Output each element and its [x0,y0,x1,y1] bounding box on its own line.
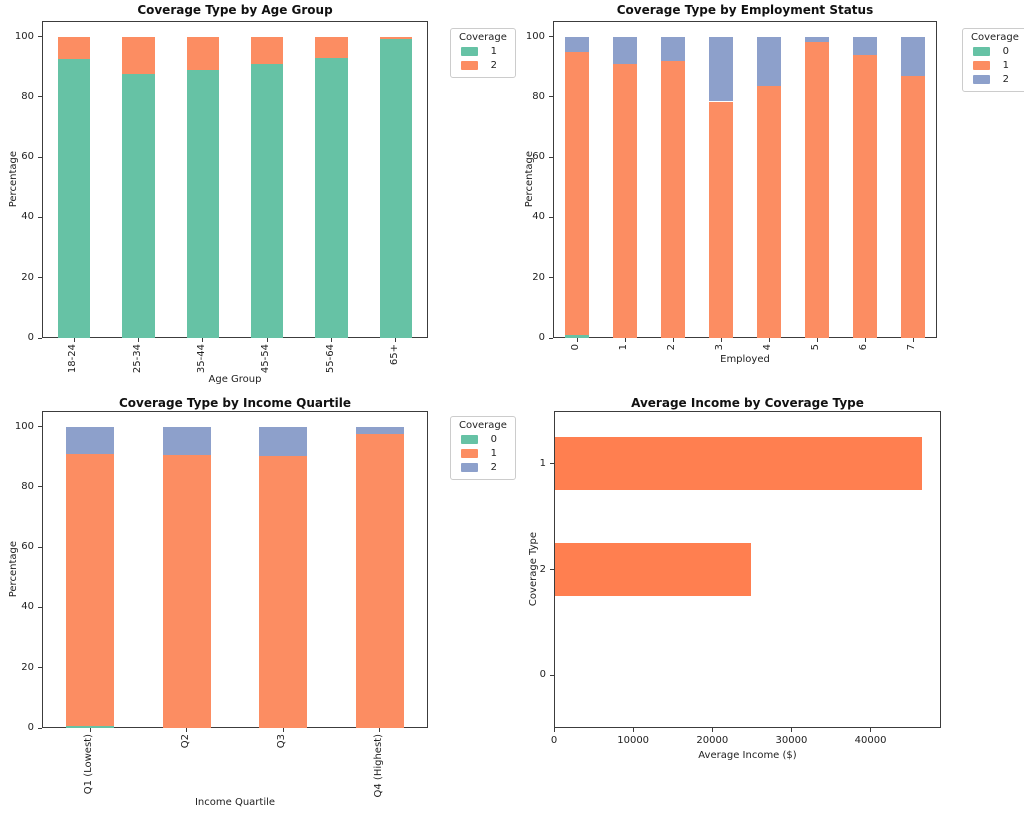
x-axis-tick [395,338,396,342]
y-axis-tick-label: 60 [21,151,34,163]
x-axis-tick [865,338,866,342]
bar-segment [853,55,877,338]
x-axis-tick [267,338,268,342]
x-axis-tick-label: 35-44 [195,344,207,374]
y-axis-tick-label: 0 [539,669,546,681]
y-axis-tick [38,547,42,548]
bar-segment [853,37,877,55]
x-axis-tick [186,728,187,732]
bar-segment [565,37,589,52]
chart-title: Coverage Type by Age Group [137,3,333,17]
x-axis-tick [90,728,91,732]
y-axis-tick-label: 100 [14,420,34,432]
legend-label: 1 [490,46,497,57]
x-axis-tick [817,338,818,342]
bar-segment [757,86,781,338]
x-axis-tick-label: 18-24 [67,344,79,374]
bar-segment [661,61,685,338]
x-axis-tick-label: 25-34 [131,344,143,374]
y-axis-tick-label: 0 [27,332,34,343]
bar-segment [709,37,733,102]
bar-segment [187,70,219,338]
bar-segment [613,37,637,64]
legend-swatch [461,47,478,56]
legend-entry [973,74,1019,85]
bar-segment [613,64,637,338]
legend-swatch [973,61,990,70]
x-axis-tick [791,728,792,732]
x-axis-tick [673,338,674,342]
x-axis-tick [870,728,871,732]
bar-segment [122,37,154,75]
y-axis-tick [38,157,42,158]
x-axis-tick [74,338,75,342]
y-axis-tick [38,486,42,487]
x-axis-tick-label: 4 [762,344,773,351]
bar-segment [757,37,781,87]
y-axis-tick [38,96,42,97]
y-axis-tick [549,217,553,218]
legend-title: Coverage [459,32,507,43]
y-axis-tick [549,157,553,158]
y-axis-tick [549,277,553,278]
bar-segment [163,455,211,728]
y-axis-tick-label: 60 [532,151,545,163]
y-axis-tick-label: 0 [27,722,34,733]
y-axis-tick [38,36,42,37]
y-axis-title [6,411,20,728]
legend-entry [461,434,507,445]
legend-title: Coverage [459,420,507,431]
y-axis-tick-label: 40 [21,211,34,223]
y-axis-tick-label: 60 [21,541,34,553]
legend [962,28,1024,92]
y-axis-tick [38,728,42,729]
chart-coverage-by-employment-status [512,0,1024,390]
bar-segment [58,59,90,338]
legend [450,28,516,78]
legend-entry [973,60,1019,71]
x-axis-tick-label: 0 [570,344,581,351]
bar-segment [805,37,829,42]
bar-segment [66,726,114,728]
y-axis-tick [38,338,42,339]
x-axis-tick [625,338,626,342]
legend-label: 1 [490,448,497,459]
y-axis-tick-label: 40 [532,211,545,223]
x-axis-tick [712,728,713,732]
x-axis-tick-label: 30000 [775,735,808,746]
x-axis-title: Employed [720,354,770,365]
y-axis-title-text: Coverage Type [527,532,539,607]
x-axis-title: Income Quartile [194,797,276,808]
y-axis-tick-label: 40 [21,601,34,613]
x-axis-tick [331,338,332,342]
bar-segment [251,64,283,338]
plot-area [553,21,937,338]
x-axis-tick [577,338,578,342]
bar-segment [66,454,114,726]
x-axis-tick-label: 0 [550,735,558,746]
legend-label: 1 [1002,60,1009,71]
x-axis-tick-label: Q2 [179,734,191,749]
x-axis-tick-label: 6 [858,344,869,351]
x-axis-tick [554,728,555,732]
x-axis-tick [769,338,770,342]
chart-coverage-by-age-group [0,0,512,390]
bar-segment [66,427,114,454]
plot-area [42,21,428,338]
bar-segment [901,37,925,76]
legend [450,416,516,480]
legend-title: Coverage [971,32,1019,43]
bar-segment [356,427,404,435]
bar-segment [709,102,733,339]
bar-segment [259,456,307,728]
y-axis-tick-label: 20 [21,661,34,673]
bar-segment [380,37,412,39]
x-axis-tick-label: 10000 [617,735,650,746]
bar-segment [565,335,589,338]
legend-swatch [461,435,478,444]
chart-coverage-by-income-quartile [0,390,512,818]
bar-segment [315,37,347,58]
legend-entry [461,60,507,71]
bar-segment [251,37,283,64]
x-axis-tick [138,338,139,342]
legend-swatch [973,75,990,84]
y-axis-tick-label: 80 [532,90,545,102]
legend-label: 2 [1002,74,1009,85]
y-axis-tick [549,338,553,339]
legend-swatch [461,463,478,472]
legend-entry [461,462,507,473]
chart-title: Average Income by Coverage Type [631,396,864,410]
y-axis-tick [550,569,554,570]
x-axis-tick-label: 3 [714,344,725,351]
legend-label: 2 [490,462,497,473]
x-axis-title: Age Group [208,374,262,385]
bar-segment [58,37,90,60]
y-axis-tick-label: 2 [539,563,546,575]
legend-swatch [461,61,478,70]
y-axis-tick [549,36,553,37]
chart-title: Coverage Type by Employment Status [616,3,874,17]
bar-segment [565,52,589,335]
x-axis-tick-label: 20000 [696,735,729,746]
x-axis-tick [633,728,634,732]
y-axis-tick-label: 80 [21,480,34,492]
y-axis-tick [38,277,42,278]
y-axis-tick [550,463,554,464]
legend-label: 0 [1002,46,1009,57]
x-axis-tick-label: 5 [810,344,821,351]
y-axis-tick [38,667,42,668]
legend-entry [973,46,1019,57]
y-axis-tick [549,96,553,97]
bar-segment [122,74,154,338]
x-axis-tick-label: 55-64 [324,344,336,374]
x-axis-tick-label: 45-54 [260,344,272,374]
bar-segment [380,39,412,338]
legend-entry [461,448,507,459]
y-axis-tick-label: 1 [539,457,546,469]
x-axis-tick-label: Q3 [276,734,288,749]
x-axis-title: Average Income ($) [698,750,797,761]
y-axis-tick-label: 20 [532,271,545,283]
y-axis-title-text: Percentage [7,541,19,598]
legend-entry [461,46,507,57]
chart-average-income-by-coverage-type [512,390,1024,818]
chart-title: Coverage Type by Income Quartile [118,396,352,410]
bar-segment [315,58,347,338]
y-axis-tick [38,217,42,218]
x-axis-tick-label: 1 [618,344,629,351]
bar [555,543,751,596]
bar-segment [661,37,685,61]
x-axis-tick-label: 7 [906,344,917,351]
y-axis-tick [38,607,42,608]
y-axis-tick [38,426,42,427]
bar [555,437,922,490]
bar-segment [187,37,219,70]
y-axis-tick-label: 100 [525,30,545,42]
bar-segment [805,42,829,338]
legend-swatch [461,449,478,458]
x-axis-tick-label: Q1 (Lowest) [83,734,95,795]
x-axis-tick [202,338,203,342]
y-axis-title [522,21,536,338]
x-axis-tick-label: 40000 [854,735,887,746]
x-axis-tick [913,338,914,342]
bar-segment [259,427,307,457]
y-axis-tick-label: 0 [538,332,545,343]
y-axis-tick-label: 100 [14,30,34,42]
legend-label: 0 [490,434,497,445]
bar-segment [163,427,211,456]
x-axis-tick [721,338,722,342]
legend-swatch [973,47,990,56]
x-axis-tick-label: Q4 (Highest) [372,734,384,798]
x-axis-tick [379,728,380,732]
x-axis-tick-label: 2 [666,344,677,351]
bar-segment [356,434,404,728]
y-axis-title-text: Percentage [7,151,19,208]
legend-label: 2 [490,60,497,71]
bar-segment [901,76,925,338]
y-axis-tick [550,675,554,676]
y-axis-tick-label: 20 [21,271,34,283]
y-axis-tick-label: 80 [21,90,34,102]
y-axis-title-text: Percentage [523,151,535,208]
x-axis-tick-label: 65+ [388,344,400,366]
y-axis-title [6,21,20,338]
x-axis-tick [283,728,284,732]
